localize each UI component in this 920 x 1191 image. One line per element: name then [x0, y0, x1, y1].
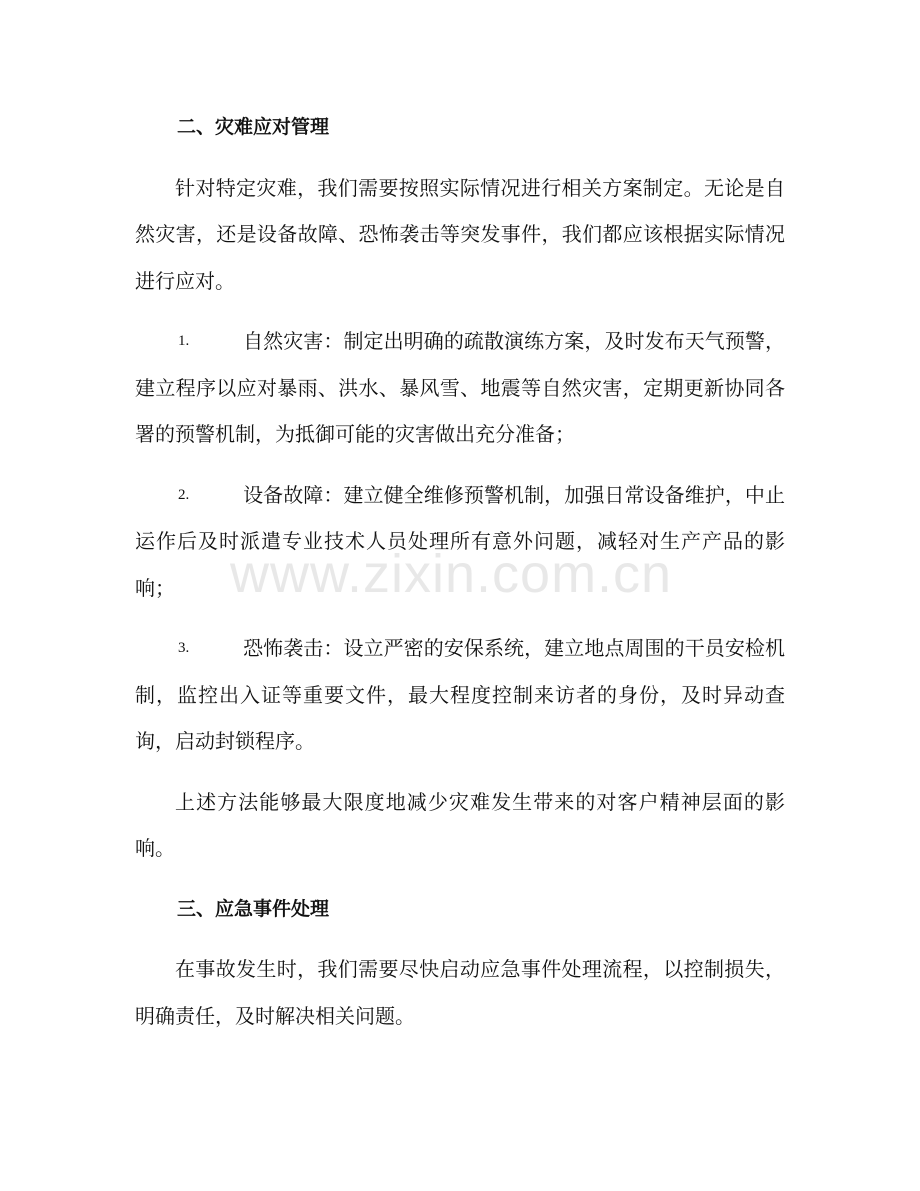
list-number: 3.	[178, 640, 190, 656]
list-item-text: 恐怖袭击：设立严密的安保系统，建立地点周围的干员安检机制，监控出入证等重要文件，最大程度控制来访者的身份，及时异动查询，启动封锁程序。	[135, 636, 785, 753]
list-number: 2.	[178, 486, 190, 503]
list-item-text: 设备故障：建立健全维修预警机制，加强日常设备维护，中止运作后及时派遣专业技术人员处理所有意外问题，减轻对生产产品的影响；	[135, 482, 785, 600]
watermark: www.zixin.com.cn	[230, 544, 673, 604]
closing-paragraph: 在事故发生时，我们需要尽快启动应急事件处理流程，以控制损失，明确责任，及时解决相关问题。	[135, 957, 785, 1028]
list-item-text: 自然灾害：制定出明确的疏散演练方案，及时发布天气预警，建立程序以应对暴雨、洪水、暴风雪、地震等自然灾害，定期更新协同各署的预警机制，为抵御可能的灾害做出充分准备；	[135, 329, 785, 446]
section-heading-disaster-response: 二、灾难应对管理	[177, 116, 330, 138]
list-number: 1.	[178, 333, 190, 349]
section-heading-emergency-handling: 三、应急事件处理	[177, 897, 330, 920]
list-item-terrorist-attack	[135, 625, 785, 765]
list-item-natural-disaster	[135, 318, 785, 458]
summary-paragraph: 上述方法能够最大限度地减少灾难发生带来的对客户精神层面的影响。	[135, 789, 785, 860]
intro-paragraph: 针对特定灾难，我们需要按照实际情况进行相关方案制定。无论是自然灾害，还是设备故障、恐怖袭击等突发事件，我们都应该根据实际情况进行应对。	[135, 175, 785, 293]
